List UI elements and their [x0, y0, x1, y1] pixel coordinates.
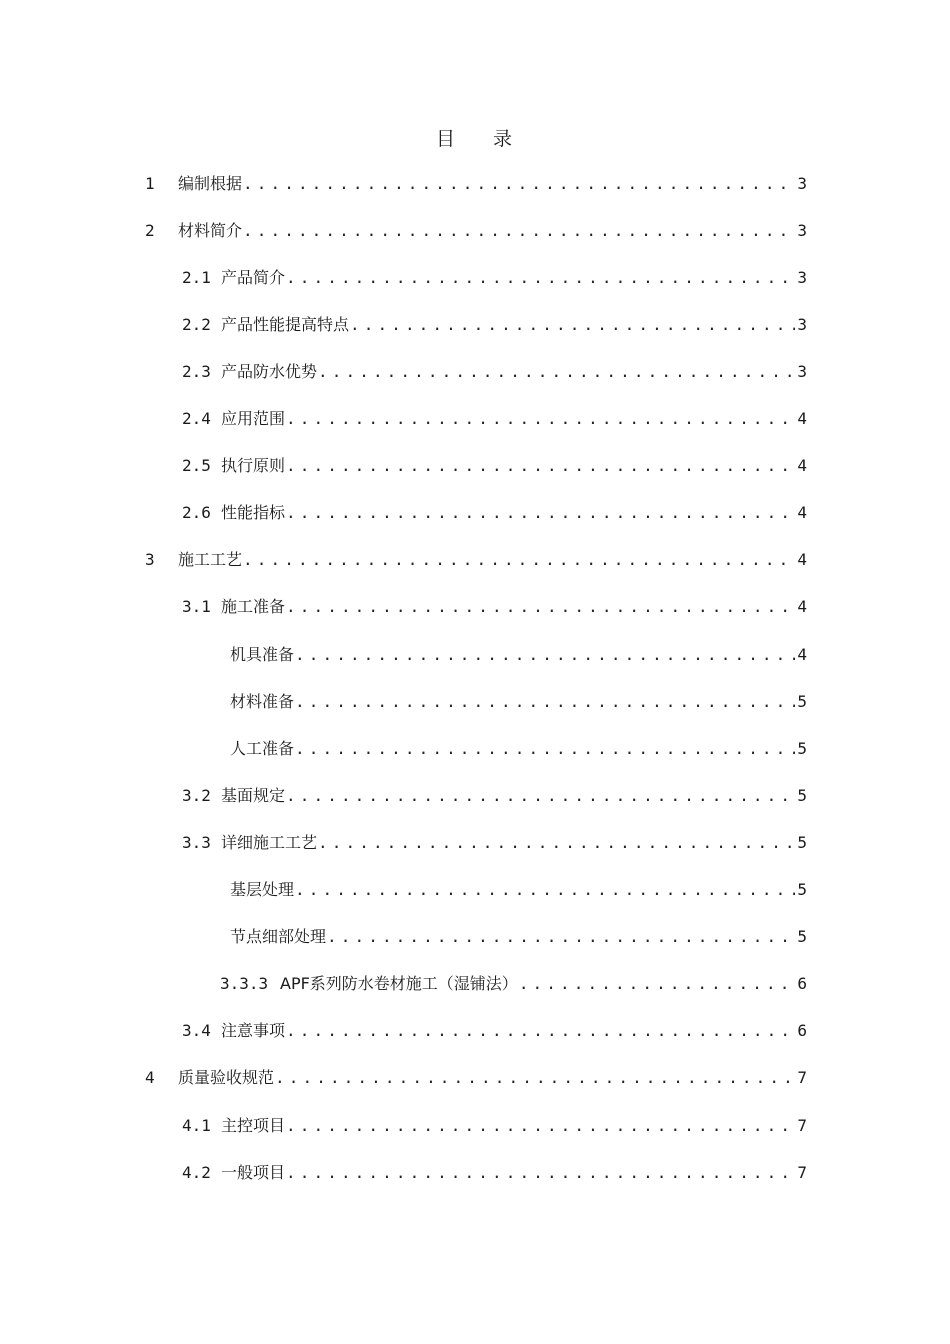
toc-entry-number: 3.3.3	[220, 974, 269, 994]
toc-entry-page-number: 3	[797, 314, 807, 334]
toc-entry-number: 2.2	[182, 314, 211, 334]
toc-entry[interactable]	[0, 1008, 950, 1055]
toc-entry[interactable]	[0, 207, 950, 254]
toc-entry-page-number: 5	[797, 785, 807, 805]
toc-entry-number: 1	[145, 173, 155, 193]
toc-entry-page-number: 6	[797, 974, 807, 994]
toc-entry-number: 4	[145, 1068, 155, 1088]
toc-entry-label: 质量验收规范	[178, 1068, 275, 1088]
toc-entry-label: 人工准备	[230, 738, 295, 758]
dot-leader	[286, 503, 795, 523]
title-char-left: 目	[435, 128, 457, 150]
dot-leader	[519, 974, 795, 994]
toc-entry-page-number: 4	[797, 409, 807, 428]
dot-leader	[350, 315, 795, 335]
toc-entry[interactable]	[0, 725, 950, 772]
toc-entry-label: APF系列防水卷材施工（湿铺法）	[280, 974, 518, 994]
dot-leader	[327, 927, 795, 947]
toc-entry[interactable]	[0, 443, 950, 490]
dot-leader	[286, 786, 795, 806]
toc-entry-page-number: 7	[797, 1162, 807, 1182]
toc-entry-page-number: 5	[797, 691, 807, 711]
dot-leader	[295, 692, 795, 712]
toc-entry-label: 一般项目	[221, 1162, 286, 1182]
toc-entry-page-number: 5	[797, 927, 807, 947]
page-title	[0, 124, 950, 151]
toc-entry-label: 性能指标	[221, 503, 286, 523]
toc-entry-number: 2.6	[182, 503, 211, 523]
toc-entry[interactable]	[0, 678, 950, 725]
toc-entry-page-number: 3	[797, 220, 807, 240]
dot-leader	[295, 880, 795, 900]
toc-entry[interactable]	[0, 348, 950, 395]
toc-entry[interactable]	[0, 1055, 950, 1102]
toc-entry-number: 3.3	[182, 832, 211, 852]
toc-entry[interactable]	[0, 396, 950, 443]
dot-leader	[286, 1116, 795, 1136]
toc-entry-label: 材料简介	[178, 220, 243, 240]
toc-entry-page-number: 7	[797, 1115, 807, 1135]
title-char-right: 录	[493, 128, 515, 150]
toc-entry-label: 应用范围	[221, 409, 286, 428]
dot-leader	[286, 268, 795, 288]
dot-leader	[295, 739, 795, 759]
toc-entry-label: 执行原则	[221, 456, 286, 476]
toc-entry[interactable]	[0, 584, 950, 631]
toc-entry-page-number: 4	[797, 503, 807, 523]
dot-leader	[275, 1068, 795, 1088]
toc-entry[interactable]	[0, 819, 950, 866]
toc-entry-label: 编制根据	[178, 173, 243, 193]
toc-entry-number: 3.2	[182, 785, 211, 805]
dot-leader	[243, 174, 795, 194]
toc-entry-page-number: 5	[797, 880, 807, 899]
toc-entry-page-number: 4	[797, 644, 807, 664]
dot-leader	[318, 833, 795, 853]
toc-entry-number: 3.4	[182, 1021, 211, 1041]
toc-entry-label: 施工准备	[221, 597, 286, 617]
toc-entry[interactable]	[0, 254, 950, 301]
dot-leader	[243, 221, 795, 241]
toc-entry-label: 节点细部处理	[230, 927, 327, 947]
dot-leader	[243, 550, 795, 570]
toc-entry-number: 4.2	[182, 1162, 211, 1182]
toc-entry-page-number: 5	[797, 832, 807, 852]
toc-entry-page-number: 5	[797, 738, 807, 758]
toc-entry-label: 基层处理	[230, 880, 295, 899]
toc-entry[interactable]	[0, 867, 950, 914]
toc-entry-label: 产品防水优势	[221, 361, 318, 381]
toc-entry-number: 2.5	[182, 456, 211, 476]
toc-entry-number: 4.1	[182, 1115, 211, 1135]
toc-entry[interactable]	[0, 490, 950, 537]
toc-entry-number: 2	[145, 220, 155, 240]
dot-leader	[286, 597, 795, 617]
toc-entry-label: 机具准备	[230, 644, 295, 664]
toc-entry-label: 产品性能提高特点	[221, 314, 350, 334]
toc-entry-label: 基面规定	[221, 785, 286, 805]
toc-entry-number: 3	[145, 550, 155, 570]
toc-entry[interactable]	[0, 160, 950, 207]
toc-entry-page-number: 4	[797, 550, 807, 570]
toc-entry[interactable]	[0, 1149, 950, 1196]
toc-entry[interactable]	[0, 961, 950, 1008]
toc-entry-label: 主控项目	[221, 1115, 286, 1135]
toc-entry-page-number: 3	[797, 173, 807, 193]
toc-entry-label: 材料准备	[230, 691, 295, 711]
toc-entry-number: 3.1	[182, 597, 211, 617]
toc-entry-page-number: 7	[797, 1068, 807, 1088]
toc-entry-label: 施工工艺	[178, 550, 243, 570]
toc-entry-page-number: 4	[797, 456, 807, 476]
toc-entry-number: 2.3	[182, 361, 211, 381]
toc-entry-number: 2.4	[182, 409, 211, 428]
toc-entry[interactable]	[0, 301, 950, 348]
dot-leader	[318, 362, 795, 382]
toc-entry-number: 2.1	[182, 267, 211, 287]
dot-leader	[286, 1163, 795, 1183]
toc-entry-page-number: 3	[797, 361, 807, 381]
toc-entry[interactable]	[0, 914, 950, 961]
dot-leader	[286, 456, 795, 476]
toc-entry-label: 详细施工工艺	[221, 832, 318, 852]
toc-entry-label: 产品简介	[221, 267, 286, 287]
dot-leader	[295, 645, 795, 665]
toc-entry-page-number: 3	[797, 267, 807, 287]
dot-leader	[286, 409, 795, 429]
toc-entry-page-number: 6	[797, 1021, 807, 1041]
toc-entry[interactable]	[0, 631, 950, 678]
dot-leader	[286, 1021, 795, 1041]
toc-entry[interactable]	[0, 1102, 950, 1149]
toc-entry[interactable]	[0, 772, 950, 819]
toc-entry-page-number: 4	[797, 597, 807, 617]
toc-entry-label: 注意事项	[221, 1021, 286, 1041]
toc-entry[interactable]	[0, 537, 950, 584]
